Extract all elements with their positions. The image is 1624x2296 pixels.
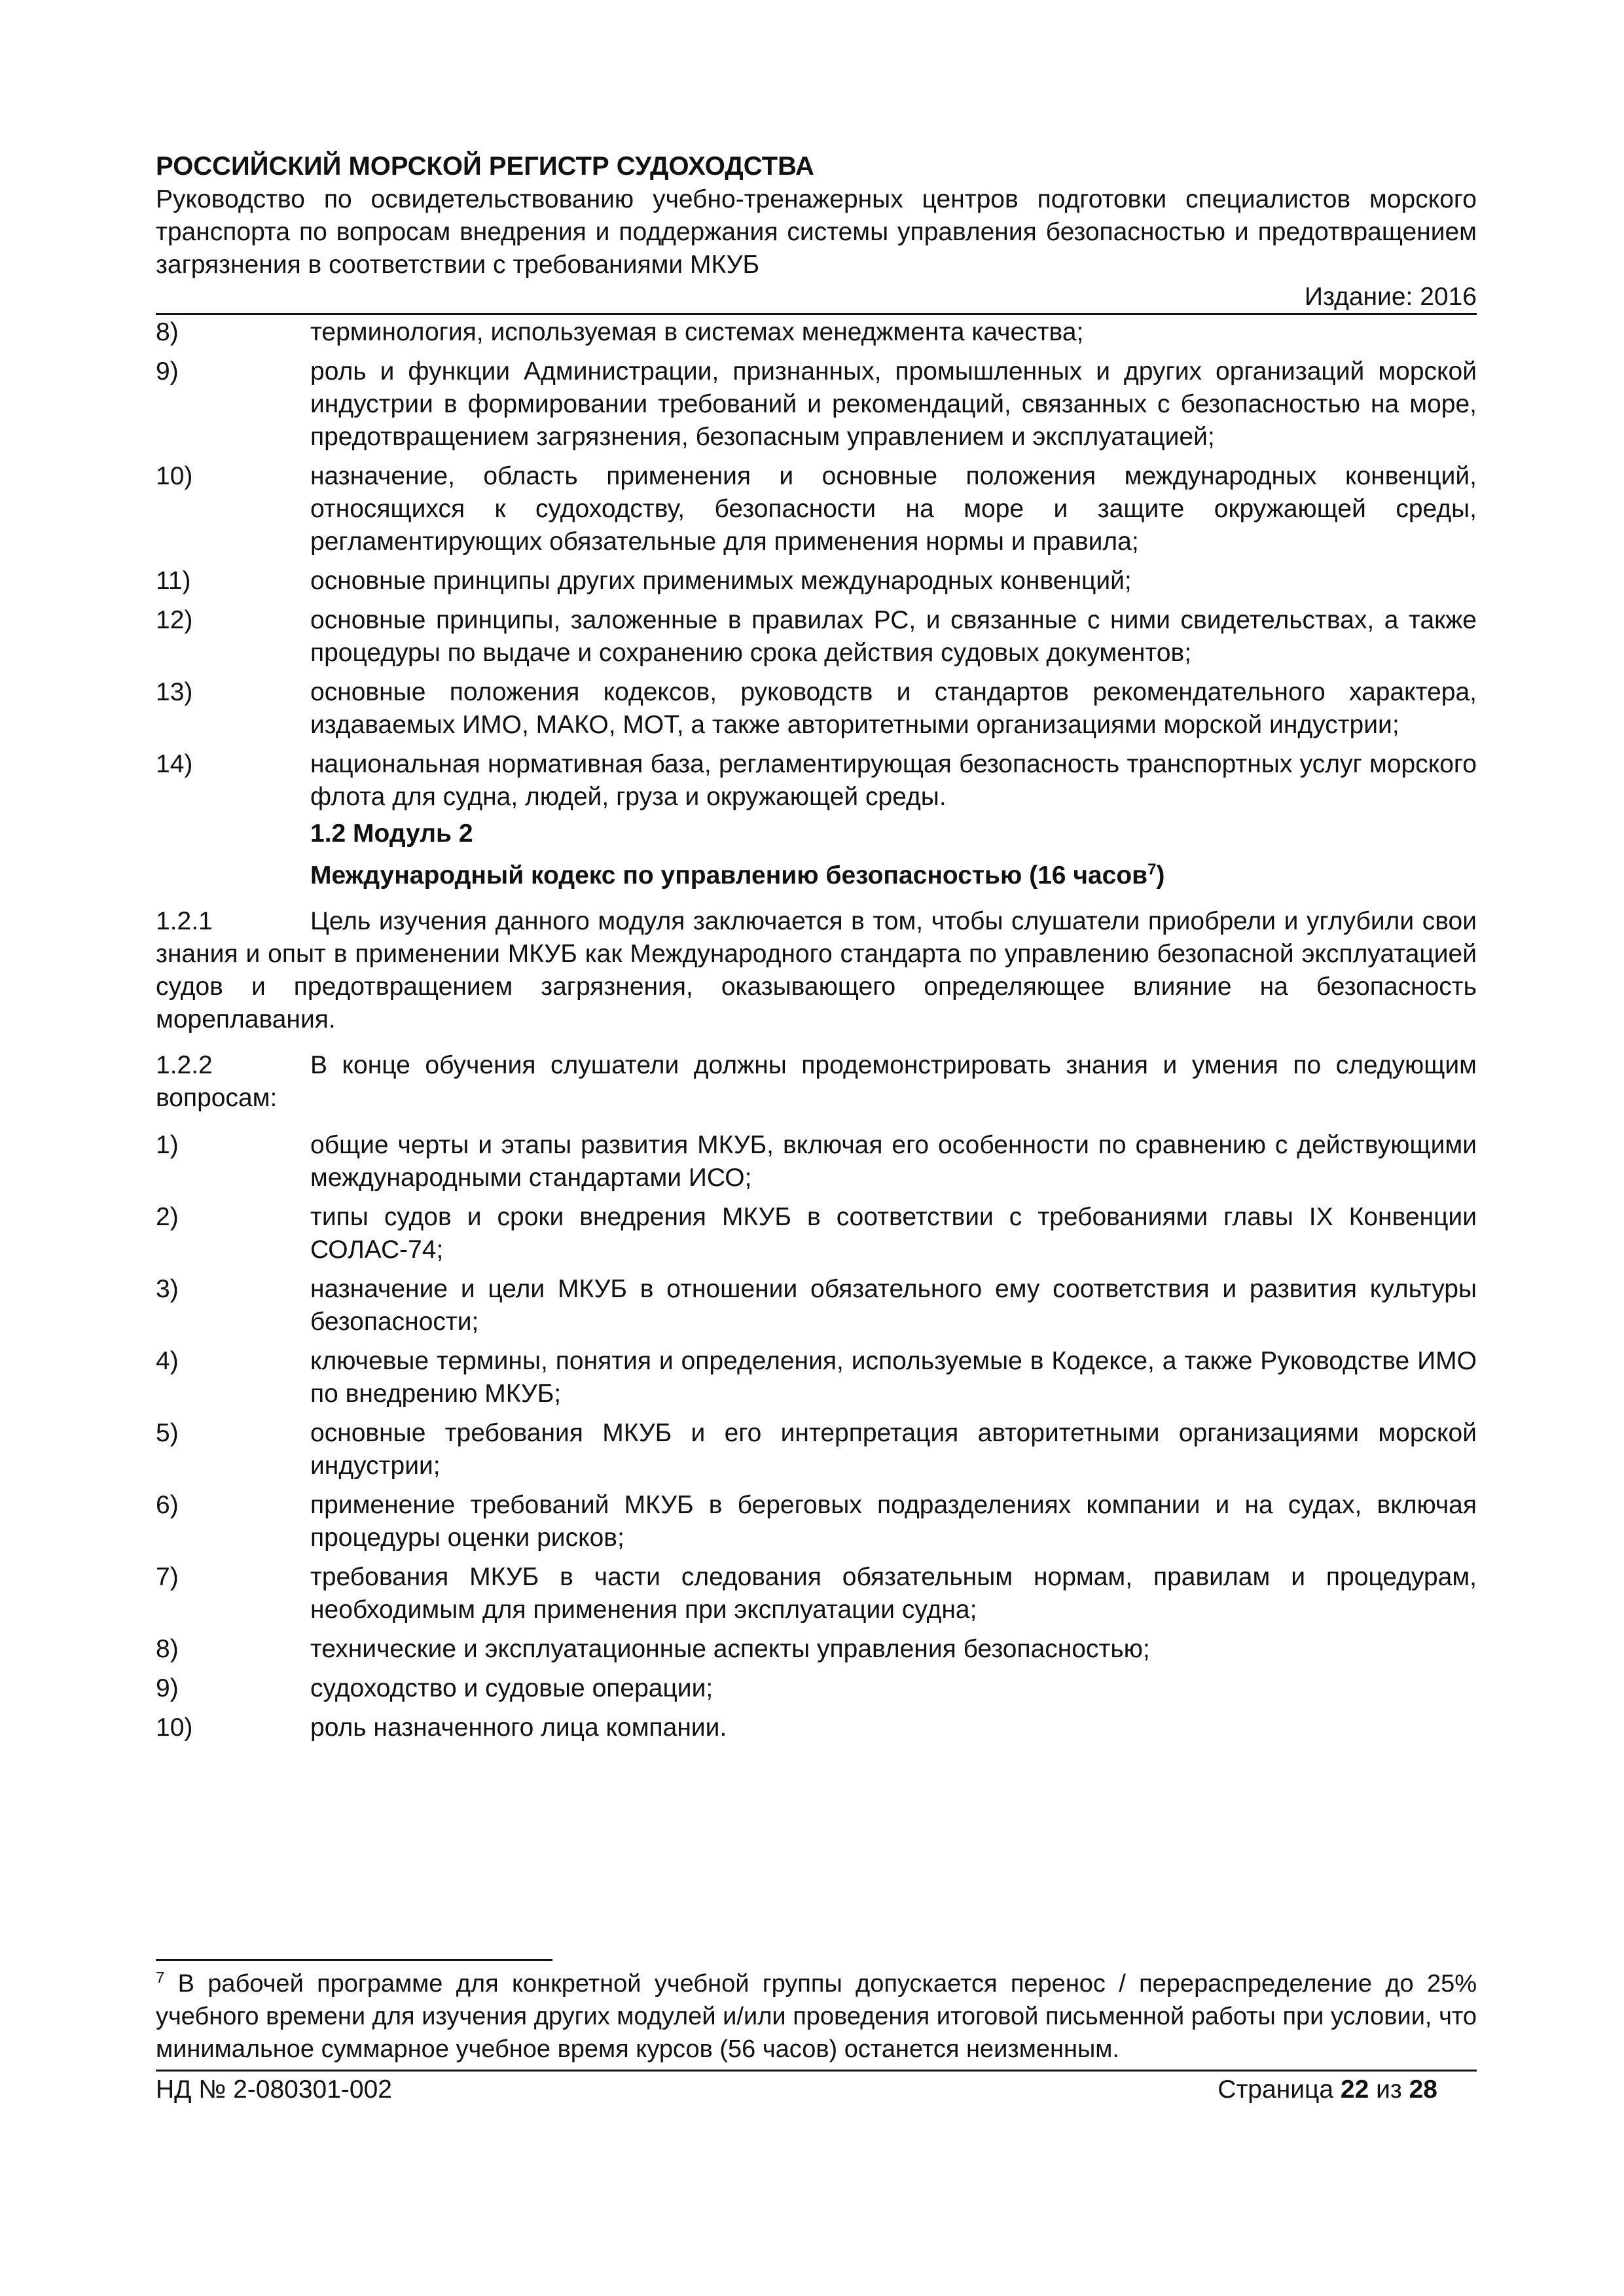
paragraph-number: 1.2.1	[156, 907, 213, 935]
list-item-number: 8)	[156, 318, 179, 346]
list-topics-module-2	[156, 1129, 1477, 1744]
list-item	[156, 316, 1477, 349]
page-label: Страница	[1218, 2075, 1341, 2104]
list-item-text: основные требования МКУБ и его интерпретация авторитетными организациями морской индустрии;	[310, 1419, 1477, 1480]
list-item-number: 2)	[156, 1203, 179, 1231]
list-item-text: типы судов и сроки внедрения МКУБ в соответствии с требованиями главы IX Конвенции СОЛАС-74;	[310, 1203, 1477, 1264]
list-item-text: судоходство и судовые операции;	[310, 1674, 713, 1702]
list-item	[156, 1201, 1477, 1266]
list-item-number: 6)	[156, 1491, 179, 1519]
paragraph-1-2-1	[156, 905, 1477, 1036]
document-number: НД № 2-080301-002	[156, 2075, 392, 2104]
list-item	[156, 1417, 1477, 1482]
page-footer	[156, 2073, 1437, 2106]
list-item-number: 10)	[156, 462, 193, 490]
list-item-number: 5)	[156, 1419, 179, 1447]
paragraph-text: В конце обучения слушатели должны продемонстрировать знания и умения по следующим вопросам:	[156, 1051, 1477, 1112]
list-item-number: 11)	[156, 567, 191, 595]
page-total: 28	[1409, 2075, 1437, 2104]
list-topics-module-1	[156, 316, 1477, 814]
list-item-text: национальная нормативная база, регламентирующая безопасность транспортных услуг морского флота для судна, людей, груза и окружающей среды.	[310, 750, 1477, 811]
list-item	[156, 460, 1477, 558]
list-item-text: ключевые термины, понятия и определения, используемые в Кодексе, а также Руководстве ИМО по внедрению МКУБ;	[310, 1347, 1477, 1408]
page-current: 22	[1340, 2075, 1369, 2104]
list-item-text: требования МКУБ в части следования обязательным нормам, правилам и процедурам, необходимым для применения при эксплуатации судна;	[310, 1563, 1477, 1624]
list-item	[156, 1712, 1477, 1744]
header-rule	[156, 313, 1477, 315]
module-heading: 1.2 Модуль 2	[310, 819, 473, 848]
list-item-number: 12)	[156, 606, 193, 634]
paragraph-text: Цель изучения данного модуля заключается в том, чтобы слушатели приобрели и углубили свои знания и опыт в применении МКУБ как Международного стандарта по управлению безопасной эксплуатацией судов и предотвращением загрязнения, оказывающего определяющее влияние на безопасность мореплавания.	[156, 907, 1477, 1033]
list-item-number: 9)	[156, 357, 179, 386]
footer-rule	[156, 2070, 1477, 2072]
footnote	[156, 1967, 1477, 2066]
list-item-number: 7)	[156, 1563, 179, 1591]
page-indicator	[1218, 2073, 1437, 2106]
list-item	[156, 355, 1477, 454]
list-item	[156, 1273, 1477, 1338]
module-subheading-end: )	[1156, 861, 1165, 889]
list-item	[156, 1345, 1477, 1410]
module-subheading-text: Международный кодекс по управлению безопасностью (16 часов	[310, 861, 1148, 889]
list-item-text: общие черты и этапы развития МКУБ, включая его особенности по сравнению с действующими международными стандартами ИСО;	[310, 1131, 1477, 1192]
list-item-number: 9)	[156, 1674, 179, 1702]
list-item	[156, 1129, 1477, 1194]
paragraph-number: 1.2.2	[156, 1051, 213, 1079]
footnote-reference[interactable]: 7	[1147, 861, 1157, 878]
footnote-text: В рабочей программе для конкретной учебной группы допускается перенос / перераспределение до 25% учебного времени для изучения других модулей и/или проведения итоговой письменной работы при условии, что минимальное суммарное учебное время курсов (56 часов) останется неизменным.	[156, 1970, 1477, 2063]
footnote-separator	[156, 1959, 552, 1961]
list-item-number: 10)	[156, 1713, 193, 1742]
list-item	[156, 1561, 1477, 1626]
footnote-mark: 7	[156, 1969, 165, 1987]
list-item-text: назначение и цели МКУБ в отношении обязательного ему соответствия и развития культуры безопасности;	[310, 1275, 1477, 1336]
list-item-number: 1)	[156, 1131, 179, 1159]
list-item	[156, 604, 1477, 670]
list-item-text: роль назначенного лица компании.	[310, 1713, 727, 1742]
organization-name: РОССИЙСКИЙ МОРСКОЙ РЕГИСТР СУДОХОДСТВА	[156, 152, 814, 181]
list-item	[156, 676, 1477, 742]
list-item	[156, 1672, 1477, 1705]
list-item-text: основные принципы других применимых международных конвенций;	[310, 567, 1132, 595]
edition-label: Издание: 2016	[1305, 283, 1477, 311]
list-item-text: роль и функции Администрации, признанных, промышленных и других организаций морской индустрии в формировании требований и рекомендаций, связанных с безопасностью на море, предотвращением загрязнения, безопасным управлением и эксплуатацией;	[310, 357, 1477, 451]
document-title: Руководство по освидетельствованию учебно-тренажерных центров подготовки специалистов морского транспорта по вопросам внедрения и поддержания системы управления безопасностью и предотвращением загрязнения в соответствии с требованиями МКУБ	[156, 185, 1477, 279]
list-item	[156, 748, 1477, 814]
list-item-text: технические и эксплуатационные аспекты управления безопасностью;	[310, 1635, 1150, 1663]
list-item	[156, 1633, 1477, 1666]
document-page	[156, 149, 1477, 1744]
list-item-number: 3)	[156, 1275, 179, 1303]
list-item-text: терминология, используемая в системах менеджмента качества;	[310, 318, 1084, 346]
list-item	[156, 1489, 1477, 1554]
module-subheading	[156, 859, 1477, 892]
paragraph-1-2-2	[156, 1049, 1477, 1115]
page-of: из	[1369, 2075, 1409, 2104]
list-item-text: основные принципы, заложенные в правилах РС, и связанные с ними свидетельствах, а также процедуры по выдаче и сохранению срока действия судовых документов;	[310, 606, 1477, 667]
list-item-text: основные положения кодексов, руководств и стандартов рекомендательного характера, издаваемых ИМО, МАКО, МОТ, а также авторитетными организациями морской индустрии;	[310, 678, 1477, 739]
list-item-number: 13)	[156, 678, 193, 706]
list-item-text: назначение, область применения и основные положения международных конвенций, относящихся к судоходству, безопасности на море и защите окружающей среды, регламентирующих обязательные для применения нормы и правила;	[310, 462, 1477, 556]
list-item	[156, 565, 1477, 598]
list-item-number: 4)	[156, 1347, 179, 1375]
list-item-number: 14)	[156, 750, 193, 778]
list-item-number: 8)	[156, 1635, 179, 1663]
list-item-text: применение требований МКУБ в береговых подразделениях компании и на судах, включая процедуры оценки рисков;	[310, 1491, 1477, 1552]
